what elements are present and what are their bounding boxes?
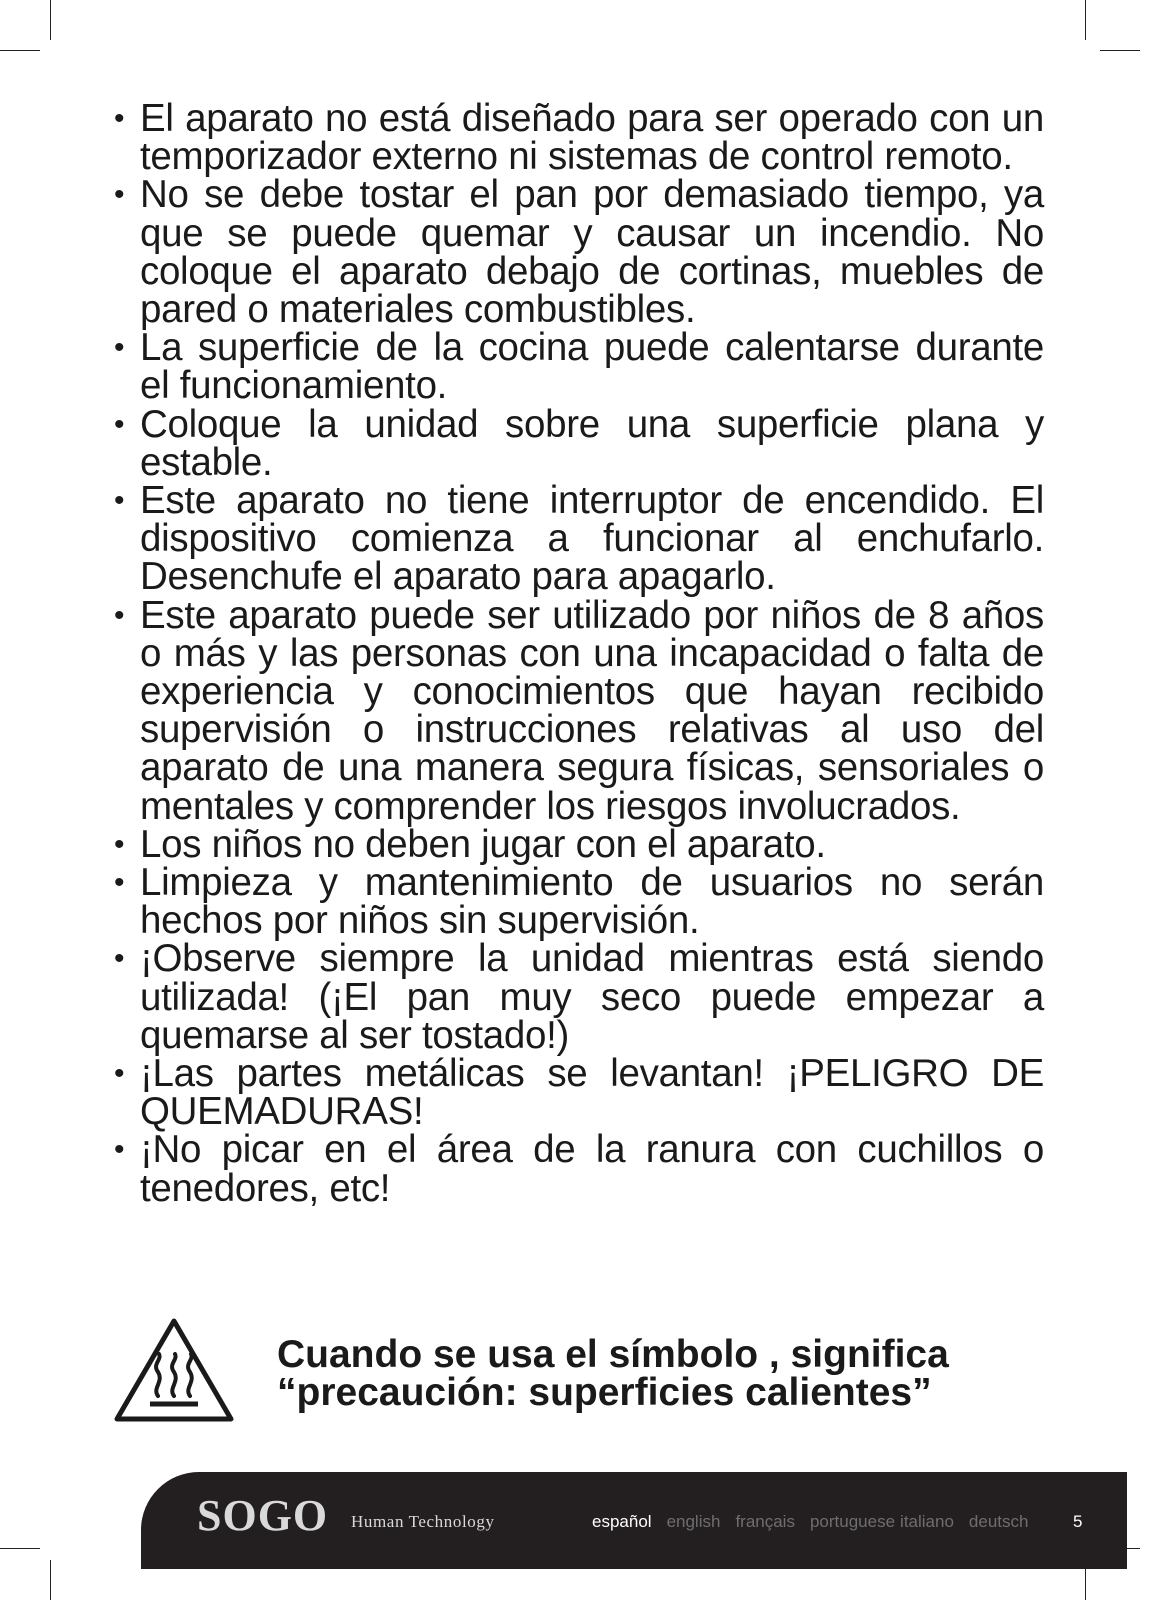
crop-mark bbox=[1100, 50, 1140, 51]
instruction-text: Limpieza y mantenimiento de usuarios no serán hechos por niños sin supervisión. bbox=[140, 861, 1044, 943]
instruction-item bbox=[112, 822, 1044, 866]
brand-logo: SOGO bbox=[197, 1491, 329, 1540]
caution-text bbox=[277, 1333, 1057, 1414]
instruction-item bbox=[112, 479, 1044, 599]
hot-surface-caution bbox=[112, 1316, 1052, 1426]
instruction-text: ¡Observe siempre la unidad mientras está siendo utilizada! (¡El pan muy seco puede empezar a quemarse al ser tostado!) bbox=[140, 937, 1044, 1057]
bullet-marker: • bbox=[114, 407, 125, 441]
instruction-item bbox=[112, 402, 1044, 484]
crop-mark bbox=[0, 1548, 40, 1549]
bullet-marker: • bbox=[114, 1057, 125, 1091]
instruction-text: Los niños no deben jugar con el aparato. bbox=[140, 822, 826, 866]
instruction-text: El aparato no está diseñado para ser operado con un temporizador externo ni sistemas de control remoto. bbox=[140, 97, 1044, 179]
caution-line: Cuando se usa el símbolo , significa bbox=[277, 1333, 949, 1376]
bullet-marker: • bbox=[114, 866, 125, 900]
safety-instructions-list bbox=[112, 97, 1044, 1210]
page-number: 5 bbox=[1073, 1512, 1083, 1531]
bullet-marker: • bbox=[114, 331, 125, 365]
instruction-text: Este aparato no tiene interruptor de encendido. El dispositivo comienza a funcionar al enchufarlo. Desenchufe el aparato para apagarlo. bbox=[140, 479, 1044, 599]
instruction-item bbox=[112, 861, 1044, 943]
instruction-text: No se debe tostar el pan por demasiado tiempo, ya que se puede quemar y causar un incendio. No coloque el aparato debajo de cortinas, muebles de pared o materiales combustibles. bbox=[140, 173, 1044, 332]
bullet-marker: • bbox=[114, 102, 125, 135]
language-link-deutsch[interactable]: deutsch bbox=[968, 1512, 1029, 1531]
instruction-item bbox=[112, 97, 1044, 179]
language-link-espanol[interactable]: español bbox=[592, 1512, 652, 1531]
crop-mark bbox=[50, 1560, 51, 1600]
crop-mark bbox=[0, 50, 40, 51]
instruction-item bbox=[112, 173, 1044, 332]
instruction-text: Este aparato puede ser utilizado por niños de 8 años o más y las personas con una incapacidad o falta de experiencia y conocimientos que hayan recibido supervisión o instrucciones relativas al uso del aparato de una manera segura físicas, sensoriales o mentales y comprender los riesgos involucrados. bbox=[140, 593, 1044, 828]
caution-line: “precaución: superficies calientes” bbox=[277, 1371, 932, 1414]
instruction-text: ¡Las partes metálicas se levantan! ¡PELIGRO DE QUEMADURAS! bbox=[140, 1052, 1044, 1134]
language-link-francais[interactable]: français bbox=[735, 1512, 795, 1531]
instruction-item bbox=[112, 937, 1044, 1057]
instruction-item bbox=[112, 1052, 1044, 1134]
instruction-text: Coloque la unidad sobre una superficie plana y estable. bbox=[140, 402, 1044, 484]
bullet-marker: • bbox=[114, 484, 125, 518]
language-link-italiano[interactable]: italiano bbox=[900, 1512, 954, 1531]
crop-mark bbox=[50, 0, 51, 40]
brand-tagline: Human Technology bbox=[351, 1512, 495, 1531]
language-selector bbox=[592, 1512, 1028, 1532]
instruction-text: ¡No picar en el área de la ranura con cuchillos o tenedores, etc! bbox=[140, 1128, 1044, 1210]
instruction-item bbox=[112, 1128, 1044, 1210]
bullet-marker: • bbox=[114, 827, 125, 861]
bullet-marker: • bbox=[114, 598, 125, 632]
footer-bar bbox=[141, 1472, 1127, 1569]
instruction-text: La superficie de la cocina puede calentarse durante el funcionamiento. bbox=[140, 326, 1044, 408]
hot-surface-warning-icon bbox=[112, 1316, 236, 1424]
instruction-item bbox=[112, 593, 1044, 828]
bullet-marker: • bbox=[114, 1133, 125, 1167]
language-link-portuguese[interactable]: portuguese bbox=[809, 1512, 896, 1531]
crop-mark bbox=[1085, 0, 1086, 40]
bullet-marker: • bbox=[114, 178, 125, 212]
instruction-item bbox=[112, 326, 1044, 408]
bullet-marker: • bbox=[114, 942, 125, 976]
language-link-english[interactable]: english bbox=[666, 1512, 721, 1531]
